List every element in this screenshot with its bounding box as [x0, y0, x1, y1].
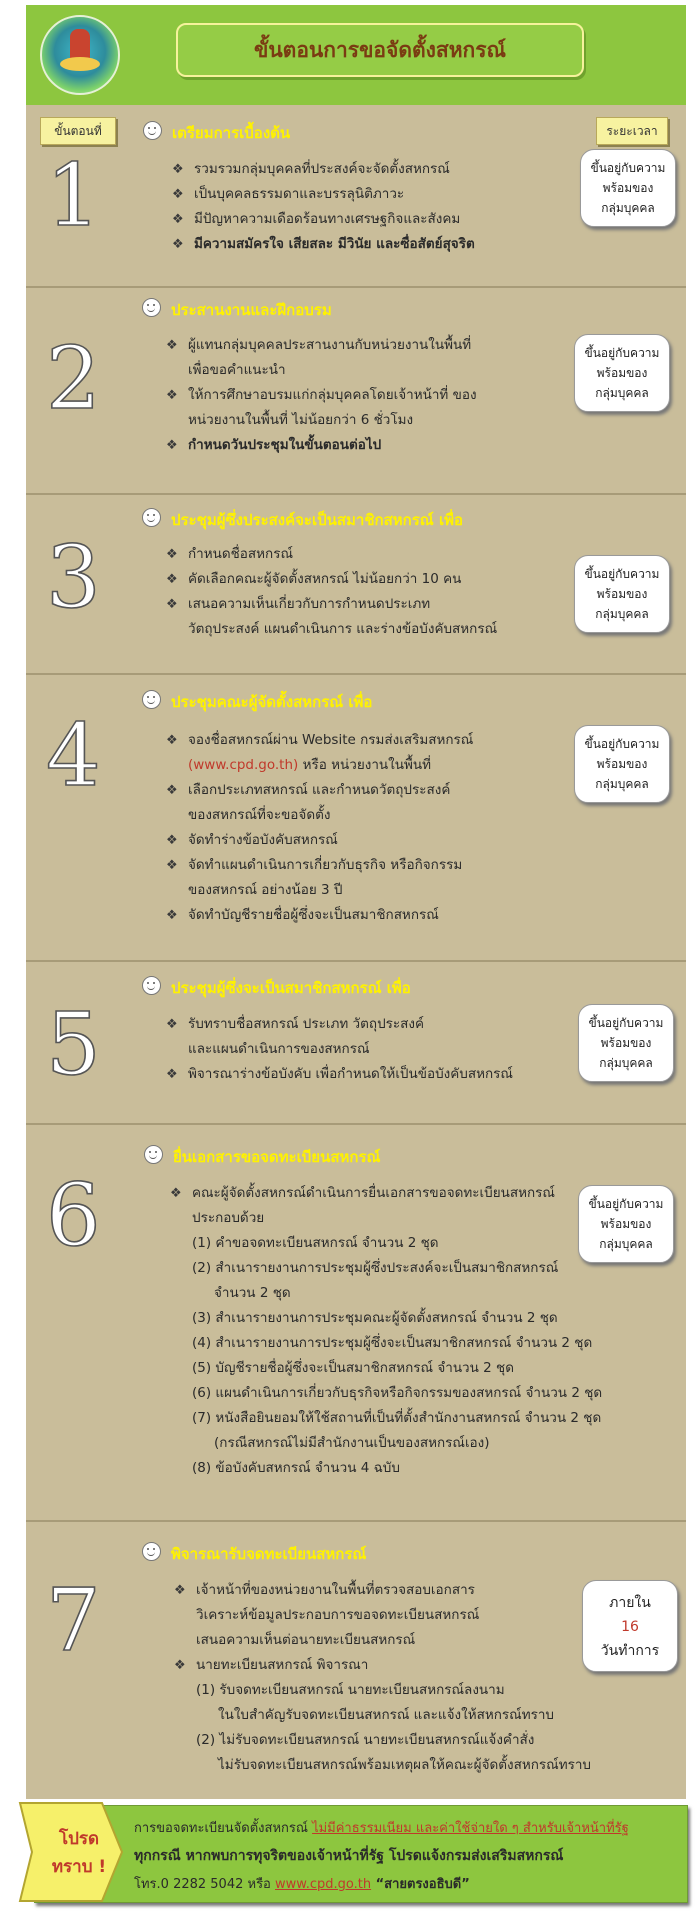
list-item: (4) สำเนารายงานการประชุมผู้ซึ่งจะเป็นสมาชิกสหกรณ์ จำนวน 2 ชุด: [192, 1335, 593, 1351]
step-items: [166, 333, 506, 458]
note-label: โปรด ทราบ !: [51, 1829, 107, 1877]
time-box: [574, 725, 670, 803]
list-item: (7) หนังสือยินยอมให้ใช้สถานที่เป็นที่ตั้งสำนักงานสหกรณ์ จำนวน 2 ชุด (กรณีสหกรณ์ไม่มีสำนักงานเป็นของสหกรณ์เอง): [192, 1410, 602, 1451]
time-text: ขึ้นอยู่กับความ: [584, 737, 660, 751]
smiley-icon: [142, 298, 161, 317]
list-item: ❖ กำหนดชื่อสหกรณ์: [166, 542, 526, 567]
time-text: วันทำการ: [600, 1643, 660, 1659]
list-item: (1) คำขอจดทะเบียนสหกรณ์ จำนวน 2 ชุด: [192, 1235, 439, 1251]
smiley-icon: [144, 1145, 163, 1164]
website-link[interactable]: (www.cpd.go.th): [188, 757, 299, 773]
time-box: [574, 334, 670, 412]
step-number: 7: [46, 1571, 101, 1671]
time-text: ขึ้นอยู่กับความ: [590, 161, 666, 175]
time-text: กลุ่มบุคคล: [599, 1056, 653, 1070]
time-text: พร้อมของ: [600, 1217, 652, 1231]
time-text: พร้อมของ: [596, 587, 648, 601]
step-number: 2: [46, 329, 101, 429]
smiley-icon: [142, 1542, 161, 1561]
time-text: ภายใน: [609, 1595, 651, 1611]
time-text: ขึ้นอยู่กับความ: [588, 1016, 664, 1030]
list-item: ❖ เสนอความเห็นเกี่ยวกับการกำหนดประเภท วัตถุประสงค์ แผนดำเนินการ และร่างข้อบังคับสหกรณ์: [166, 592, 526, 642]
time-text: ขึ้นอยู่กับความ: [584, 346, 660, 360]
time-box: [578, 1004, 674, 1082]
step-1: [26, 105, 686, 288]
step-2: [26, 288, 686, 495]
time-text: กลุ่มบุคคล: [601, 201, 655, 215]
time-text: ขึ้นอยู่กับความ: [584, 567, 660, 581]
step-6: [26, 1125, 686, 1522]
header: [26, 5, 686, 105]
list-item: (5) บัญชีรายชื่อผู้ซึ่งจะเป็นสมาชิกสหกรณ์ จำนวน 2 ชุด: [192, 1360, 514, 1376]
step-title: ประชุมผู้ซึ่งประสงค์จะเป็นสมาชิกสหกรณ์ เพื่อ: [171, 511, 463, 529]
step-items: [166, 1012, 566, 1087]
list-item: (2) สำเนารายงานการประชุมผู้ซึ่งประสงค์จะเป็นสมาชิกสหกรณ์ จำนวน 2 ชุด: [192, 1260, 559, 1301]
list-item: ❖ ผู้แทนกลุ่มบุคคลประสานงานกับหน่วยงานในพื้นที่ เพื่อขอคำแนะนำ: [166, 333, 506, 383]
list-item: ❖ คัดเลือกคณะผู้จัดตั้งสหกรณ์ ไม่น้อยกว่า 10 คน: [166, 567, 526, 592]
page-title: ขั้นตอนการขอจัดตั้งสหกรณ์: [253, 37, 507, 62]
footer: [26, 1799, 686, 1911]
list-item: ❖ มีปัญหาความเดือดร้อนทางเศรษฐกิจและสังคม: [172, 207, 512, 232]
list-item: (6) แผนดำเนินการเกี่ยวกับธุรกิจหรือกิจกรรมของสหกรณ์ จำนวน 2 ชุด: [192, 1385, 603, 1401]
list-item: ❖ จัดทำแผนดำเนินการเกี่ยวกับธุรกิจ หรือกิจกรรม ของสหกรณ์ อย่างน้อย 3 ปี: [166, 853, 526, 903]
list-item: (2) ไม่รับจดทะเบียนสหกรณ์ นายทะเบียนสหกรณ์แจ้งคำสั่ง ไม่รับจดทะเบียนสหกรณ์พร้อมเหตุผลให้คณะผู้จัดตั้งสหกรณ์ทราบ: [196, 1732, 591, 1773]
list-item: ❖ เจ้าหน้าที่ของหน่วยงานในพื้นที่ตรวจสอบเอกสาร วิเคราะห์ข้อมูลประกอบการขอจดทะเบียนสหกรณ์ เสนอความเห็นต่อนายทะเบียนสหกรณ์: [174, 1578, 624, 1653]
time-box: [574, 555, 670, 633]
step-3: [26, 495, 686, 675]
step-title: ยื่นเอกสารขอจดทะเบียนสหกรณ์: [173, 1148, 381, 1166]
time-text: พร้อมของ: [596, 366, 648, 380]
step-items: [172, 157, 512, 257]
step-title: เตรียมการเบื้องต้น: [172, 124, 291, 142]
list-item: ❖ นายทะเบียนสหกรณ์ พิจารณา: [174, 1653, 624, 1678]
footer-line-2: ทุกกรณี หากพบการทุจริตของเจ้าหน้าที่รัฐ โปรดแจ้งกรมส่งเสริมสหกรณ์: [134, 1848, 564, 1864]
time-label-tag: ระยะเวลา: [596, 117, 668, 145]
smiley-icon: [142, 976, 161, 995]
step-4: [26, 675, 686, 962]
list-item: ❖ รวมรวมกลุ่มบุคคลที่ประสงค์จะจัดตั้งสหกรณ์: [172, 157, 512, 182]
time-box: [582, 1580, 678, 1672]
list-item: ❖ จัดทำร่างข้อบังคับสหกรณ์: [166, 828, 526, 853]
step-number: 1: [46, 146, 101, 246]
step-number: 4: [46, 706, 101, 806]
time-text: กลุ่มบุคคล: [595, 777, 649, 791]
time-text: พร้อมของ: [600, 1036, 652, 1050]
time-text: กลุ่มบุคคล: [595, 607, 649, 621]
smiley-icon: [142, 508, 161, 527]
list-item: ❖ คณะผู้จัดตั้งสหกรณ์ดำเนินการยื่นเอกสารขอจดทะเบียนสหกรณ์ ประกอบด้วย: [170, 1181, 610, 1231]
step-items: [166, 728, 526, 928]
list-item: ❖ เลือกประเภทสหกรณ์ และกำหนดวัตถุประสงค์ ของสหกรณ์ที่จะขอจัดตั้ง: [166, 778, 526, 828]
step-items: [170, 1181, 610, 1481]
cooperative-logo: [40, 15, 120, 95]
list-item: (1) รับจดทะเบียนสหกรณ์ นายทะเบียนสหกรณ์ลงนาม ในใบสำคัญรับจดทะเบียนสหกรณ์ และแจ้งให้สหกรณ์ทราบ: [196, 1682, 554, 1723]
smiley-icon: [143, 121, 162, 140]
time-text: ขึ้นอยู่กับความ: [588, 1197, 664, 1211]
list-item: ❖ มีความสมัครใจ เสียสละ มีวินัย และซื่อสัตย์สุจริต: [172, 232, 512, 257]
list-item: (3) สำเนารายงานการประชุมคณะผู้จัดตั้งสหกรณ์ จำนวน 2 ชุด: [192, 1310, 558, 1326]
step-items: [174, 1578, 624, 1778]
website-link[interactable]: www.cpd.go.th: [275, 1877, 372, 1892]
step-items: [166, 542, 526, 642]
list-item: ❖ จัดทำบัญชีรายชื่อผู้ซึ่งจะเป็นสมาชิกสหกรณ์: [166, 903, 526, 928]
list-item: ❖ พิจารณาร่างข้อบังคับ เพื่อกำหนดให้เป็นข้อบังคับสหกรณ์: [166, 1062, 566, 1087]
step-number: 5: [46, 995, 101, 1095]
time-text: พร้อมของ: [596, 757, 648, 771]
step-label-tag: ขั้นตอนที่: [40, 117, 116, 145]
step-title: พิจารณารับจดทะเบียนสหกรณ์: [171, 1545, 367, 1563]
step-number: 3: [46, 528, 101, 628]
smiley-icon: [142, 690, 161, 709]
step-title: ประชุมคณะผู้จัดตั้งสหกรณ์ เพื่อ: [171, 693, 373, 711]
step-title: ประสานงานและฝึกอบรม: [171, 301, 332, 319]
time-number: 16: [621, 1619, 639, 1635]
time-text: กลุ่มบุคคล: [595, 386, 649, 400]
step-5: [26, 962, 686, 1125]
time-box: [580, 149, 676, 227]
step-number: 6: [46, 1166, 101, 1266]
footer-line-3: โทร.0 2282 5042 หรือ www.cpd.go.th “สายตรงอธิบดี”: [134, 1877, 470, 1892]
list-item: ❖ จองชื่อสหกรณ์ผ่าน Website กรมส่งเสริมสหกรณ์ (www.cpd.go.th) หรือ หน่วยงานในพื้นที่: [166, 728, 526, 778]
time-text: พร้อมของ: [602, 181, 654, 195]
step-title: ประชุมผู้ซึ่งจะเป็นสมาชิกสหกรณ์ เพื่อ: [171, 979, 411, 997]
title-box: [176, 23, 584, 77]
poster: [26, 5, 686, 1911]
time-box: [578, 1185, 674, 1263]
time-text: กลุ่มบุคคล: [599, 1237, 653, 1251]
step-7: [26, 1522, 686, 1799]
footer-line-1: การขอจดทะเบียนจัดตั้งสหกรณ์ ไม่มีค่าธรรมเนียม และค่าใช้จ่ายใด ๆ สำหรับเจ้าหน้าที่รัฐ: [134, 1821, 629, 1836]
list-item: ❖ รับทราบชื่อสหกรณ์ ประเภท วัตถุประสงค์ และแผนดำเนินการของสหกรณ์: [166, 1012, 566, 1062]
list-item: ❖ กำหนดวันประชุมในขั้นตอนต่อไป: [166, 433, 506, 458]
list-item: ❖ เป็นบุคคลธรรมดาและบรรลุนิติภาวะ: [172, 182, 512, 207]
list-item: ❖ ให้การศึกษาอบรมแก่กลุ่มบุคคลโดยเจ้าหน้าที่ ของ หน่วยงานในพื้นที่ ไม่น้อยกว่า 6 ชั่วโมง: [166, 383, 506, 433]
list-item: (8) ข้อบังคับสหกรณ์ จำนวน 4 ฉบับ: [192, 1460, 400, 1476]
